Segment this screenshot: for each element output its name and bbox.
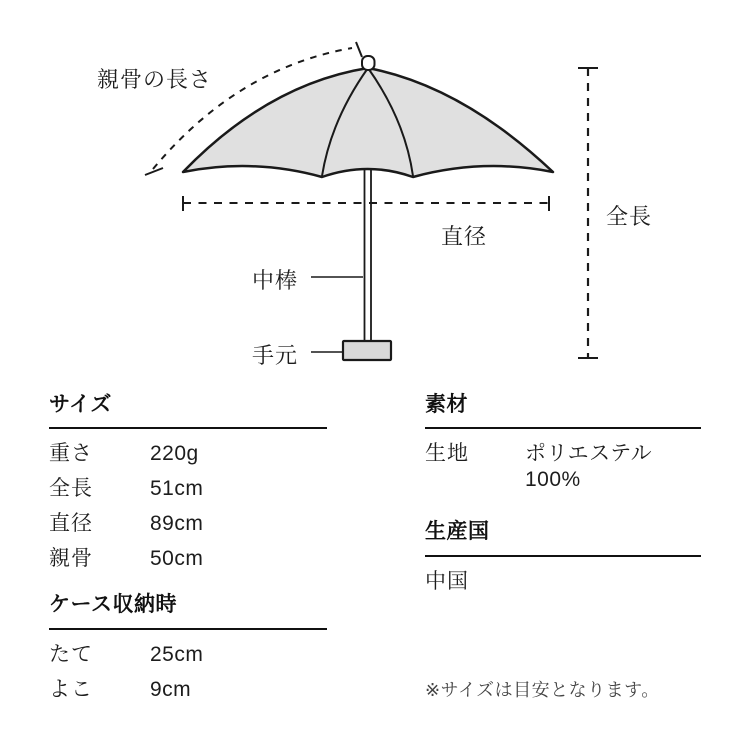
size-disclaimer-note: ※サイズは目安となります。: [425, 680, 660, 700]
size-section-rows: [49, 441, 327, 572]
country-section-title: 生産国: [425, 519, 701, 557]
label-rib-length: 親骨の長さ: [97, 67, 213, 92]
spec-value: 220g: [150, 442, 199, 465]
country-section: [425, 519, 701, 595]
label-handle: 手元: [252, 343, 299, 368]
spec-value: 9cm: [150, 678, 192, 701]
case-section-title: ケース収納時: [49, 592, 327, 630]
spec-value: 51cm: [150, 477, 204, 500]
spec-label: 全長: [49, 477, 93, 500]
label-total-length: 全長: [606, 204, 653, 229]
spec-label: 親骨: [49, 547, 93, 570]
shaft-shape: [365, 165, 372, 342]
rib-length-tick-top: [356, 42, 362, 57]
canopy-shape: [183, 68, 553, 177]
spec-row-total-length: [49, 476, 327, 502]
size-section: [49, 392, 327, 572]
label-diameter: 直径: [441, 224, 488, 249]
size-section-title: サイズ: [49, 392, 327, 429]
spec-row-diameter: [49, 511, 327, 537]
country-value: 中国: [425, 570, 469, 593]
spec-value: 25cm: [150, 643, 204, 666]
spec-label: 重さ: [49, 442, 93, 465]
case-section-rows: [49, 642, 327, 703]
material-section: [425, 392, 701, 493]
label-center-pole: 中棒: [252, 268, 299, 293]
spec-row-fabric: [425, 441, 701, 493]
spec-label: たて: [49, 643, 93, 666]
spec-label: 直径: [49, 512, 93, 535]
spec-label: よこ: [49, 678, 93, 701]
spec-value: 89cm: [150, 512, 204, 535]
spec-row-rib: [49, 546, 327, 572]
spec-row-width: [49, 677, 327, 703]
spec-row-height: [49, 642, 327, 668]
material-section-rows: [425, 441, 701, 493]
spec-value: ポリエステル100%: [525, 442, 653, 491]
handle-shape: [343, 341, 391, 360]
spec-value: 50cm: [150, 547, 204, 570]
spec-label: 生地: [425, 442, 469, 465]
material-section-title: 素材: [425, 392, 701, 429]
case-storage-section: [49, 592, 327, 703]
spec-row-weight: [49, 441, 327, 467]
finial-shape: [362, 56, 375, 70]
